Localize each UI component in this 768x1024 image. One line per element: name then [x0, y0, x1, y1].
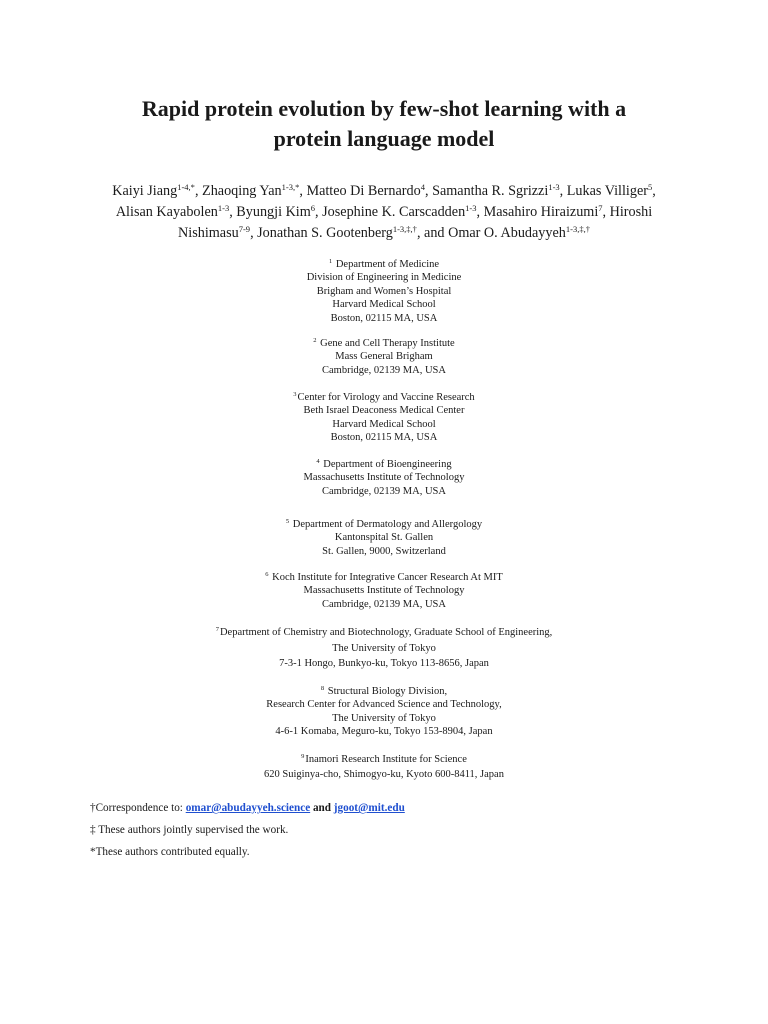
author-separator: ,: [559, 183, 567, 199]
affiliation-text: Department of Medicine: [335, 259, 440, 270]
paper-title: [0, 94, 768, 154]
correspondence-label: †Correspondence to:: [90, 802, 186, 814]
affiliation-line: [0, 625, 768, 641]
author-name: Nishimasu: [178, 225, 239, 241]
author-name: Alisan Kayabolen: [115, 204, 218, 220]
affiliation-text: Structural Biology Division,: [327, 686, 448, 697]
and-text: and: [310, 802, 334, 814]
author-line: [40, 223, 728, 244]
affiliation-line: [0, 571, 768, 584]
author-superscript: 5: [648, 182, 653, 192]
affiliation-number: 3: [293, 391, 297, 398]
affiliation-2: [0, 337, 768, 377]
author-superscript: 1-3: [217, 203, 230, 213]
author-superscript: 1-3,‡,†: [392, 224, 417, 234]
affiliation-line: 620 Suiginya-cho, Shimogyo-ku, Kyoto 600-8411, Japan: [264, 769, 504, 780]
affiliation-line: The University of Tokyo: [332, 642, 436, 654]
affiliation-text: Koch Institute for Integrative Cancer Research At MIT: [272, 572, 503, 583]
affiliation-line: Cambridge, 02139 MA, USA: [322, 598, 446, 610]
author-superscript: 1-3: [465, 203, 477, 213]
author-name: Samantha R. Sgrizzi: [432, 183, 549, 199]
author-name: Jonathan S. Gootenberg: [257, 225, 393, 241]
author-superscript: 7-9: [238, 224, 251, 234]
affiliation-line: [0, 752, 768, 767]
affiliation-line: Kantonspital St. Gallen: [334, 532, 434, 544]
author-name: Lukas Villiger: [566, 183, 648, 199]
joint-supervision-note: ‡ These authors jointly supervised the work.: [90, 824, 289, 836]
affiliation-line: [0, 258, 768, 271]
affiliation-line: [0, 518, 768, 531]
author-separator: ,: [250, 225, 258, 241]
affiliation-line: The University of Tokyo: [332, 712, 436, 724]
author-name: Matteo Di Bernardo: [306, 183, 421, 199]
affiliation-text: Inamori Research Institute for Science: [305, 754, 467, 765]
affiliation-1: [0, 258, 768, 325]
affiliation-line: Boston, 02115 MA, USA: [330, 312, 438, 324]
affiliation-number: 9: [301, 753, 305, 760]
author-superscript: 4: [420, 182, 425, 192]
affiliation-text: Center for Virology and Vaccine Research: [297, 392, 475, 403]
equal-contribution-note: *These authors contributed equally.: [90, 846, 250, 858]
author-name: Omar O. Abudayyeh: [448, 225, 566, 241]
affiliation-text: Department of Bioengineering: [323, 459, 452, 470]
author-name: Hiroshi: [609, 204, 653, 220]
affiliation-number: 8: [320, 685, 325, 692]
affiliation-line: Massachusetts Institute of Technology: [303, 472, 465, 484]
affiliation-number: 1: [328, 258, 333, 265]
affiliation-text: Department of Chemistry and Biotechnology, Graduate School of Engineering,: [219, 627, 553, 638]
email-link-jgoot[interactable]: jgoot@mit.edu: [333, 802, 405, 814]
title-line-1: Rapid protein evolution by few-shot learning with a: [141, 96, 627, 121]
affiliation-7: [0, 625, 768, 672]
author-line: [40, 202, 728, 223]
affiliation-line: Boston, 02115 MA, USA: [330, 432, 438, 444]
affiliation-line: Brigham and Women’s Hospital: [316, 285, 452, 297]
affiliation-line: [0, 391, 768, 404]
author-superscript: 6: [310, 203, 316, 213]
affiliation-5: [0, 518, 768, 558]
affiliation-6: [0, 571, 768, 611]
affiliation-line: Cambridge, 02139 MA, USA: [322, 485, 446, 497]
affiliation-number: 6: [265, 571, 269, 578]
affiliation-line: [0, 458, 768, 471]
affiliation-line: Beth Israel Deaconess Medical Center: [303, 405, 465, 417]
author-name: Masahiro Hiraizumi: [483, 204, 599, 220]
affiliation-8: [0, 685, 768, 739]
affiliation-text: Department of Dermatology and Allergology: [292, 519, 483, 530]
affiliation-line: 7-3-1 Hongo, Bunkyo-ku, Tokyo 113-8656, Japan: [279, 658, 489, 669]
author-line: [40, 181, 728, 202]
affiliation-9: [0, 752, 768, 782]
title-line-2: protein language model: [273, 126, 495, 151]
author-superscript: 1-3,‡,†: [565, 224, 590, 234]
author-name: Kaiyi Jiang: [112, 183, 178, 199]
author-superscript: 1-3: [548, 182, 560, 192]
author-name: Josephine K. Carscadden: [322, 204, 466, 220]
affiliation-4: [0, 458, 768, 498]
author-superscript: 1-3,*: [281, 182, 300, 192]
footnotes: [90, 797, 405, 863]
author-separator: ,: [424, 183, 433, 199]
affiliation-line: Research Center for Advanced Science and Technology,: [266, 699, 502, 711]
author-separator: ,: [602, 204, 610, 220]
affiliation-line: 4-6-1 Komaba, Meguro-ku, Tokyo 153-8904, Japan: [275, 726, 493, 738]
author-superscript: 7: [598, 203, 603, 213]
affiliation-line: St. Gallen, 9000, Switzerland: [322, 545, 446, 557]
affiliation-number: 4: [316, 458, 320, 465]
affiliation-number: 7: [215, 626, 219, 633]
affiliation-line: [0, 685, 768, 698]
author-separator: ,: [476, 204, 484, 220]
affiliation-line: Mass General Brigham: [335, 351, 433, 363]
author-separator: ,: [194, 183, 203, 199]
affiliation-line: Harvard Medical School: [332, 299, 436, 311]
affiliation-number: 5: [285, 518, 290, 525]
affiliation-number: 2: [313, 337, 317, 344]
author-separator: ,: [229, 204, 237, 220]
affiliation-line: [0, 337, 768, 350]
affiliation-line: Massachusetts Institute of Technology: [303, 585, 465, 597]
author-name: Zhaoqing Yan: [202, 183, 282, 199]
email-link-omar[interactable]: omar@abudayyeh.science: [185, 802, 311, 814]
author-separator: ,: [299, 183, 307, 199]
affiliation-text: Gene and Cell Therapy Institute: [320, 338, 455, 349]
author-separator: ,: [315, 204, 323, 220]
author-superscript: 1-4,*: [177, 182, 195, 192]
author-separator: , and: [416, 225, 449, 241]
affiliation-3: [0, 391, 768, 445]
correspondence-note: [90, 797, 405, 819]
author-separator: ,: [652, 183, 656, 199]
affiliation-line: Cambridge, 02139 MA, USA: [322, 364, 446, 376]
author-name: Byungji Kim: [236, 204, 311, 220]
affiliation-line: Division of Engineering in Medicine: [306, 272, 462, 284]
affiliation-line: Harvard Medical School: [332, 418, 436, 430]
author-list: [40, 181, 728, 244]
